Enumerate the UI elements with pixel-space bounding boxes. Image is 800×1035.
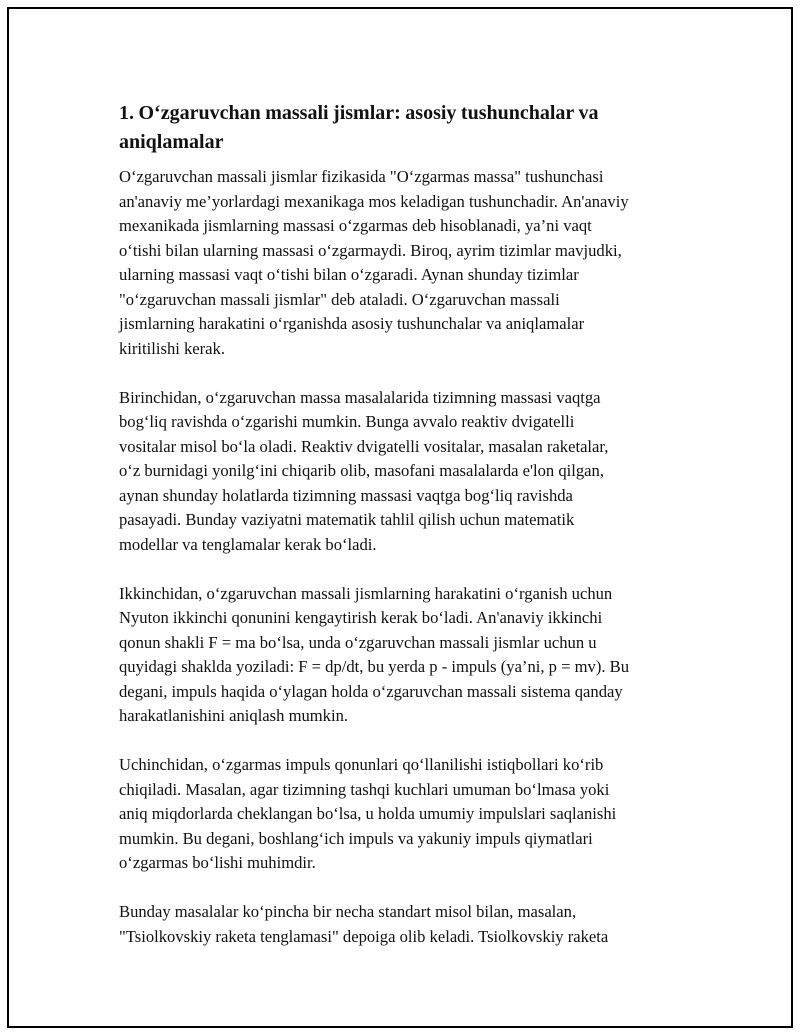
paragraph-second-point: Ikkinchidan, o‘zgaruvchan massali jismlarning harakatini o‘rganish uchun Nyuton ikkinchi qonunini kengaytirish kerak bo‘ladi. An'anaviy ikkinchi qonun shakli F = ma bo‘lsa, unda o‘zgaruvchan massali jismlar uchun u quyidagi shaklda yoziladi: F = dp/dt, bu yerda p - impuls (ya’ni, p = mv). Bu degani, impuls haqida o‘ylagan holda o‘zgaruvchan massali sistema qanday harakatlanishini aniqlash mumkin. [119, 583, 630, 725]
section-heading: 1. O‘zgaruvchan massali jismlar: asosiy tushunchalar va aniqlamalar [119, 102, 599, 153]
paragraph-tsiolkovsky: Bunday masalalar ko‘pincha bir necha standart misol bilan, masalan, "Tsiolkovskiy raketa tenglamasi" depoiga olib keladi. Tsiolkovskiy raketa [119, 902, 609, 946]
paragraph-first-point: Birinchidan, o‘zgaruvchan massa masalalarida tizimning massasi vaqtga bog‘liq ravishda o‘zgarishi mumkin. Bunga avvalo reaktiv dvigatelli vositalar misol bo‘la oladi. Reaktiv dvigatelli vositalar, masalan raketalar, o‘z burnidagi yonilg‘ini chiqarib olib, masofani masalalarda e'lon qilgan, aynan shunday holatlarda tizimning massasi vaqtga bog‘liq ravishda pasayadi. Bunday vaziyatni matematik tahlil qilish uchun matematik modellar va tenglamalar kerak bo‘ladi. [119, 387, 609, 554]
paragraph-third-point: Uchinchidan, o‘zgarmas impuls qonunlari qo‘llanilishi istiqbollari ko‘rib chiqiladi. Masalan, agar tizimning tashqi kuchlari umuman bo‘lmasa yoki aniq miqdorlarda cheklangan bo‘lsa, u holda umumiy impulslari saqlanishi mumkin. Bu degani, boshlang‘ich impuls va yakuniy impuls qiymatlari o‘zgarmas bo‘lishi muhimdir. [119, 755, 617, 872]
document-body [119, 99, 695, 974]
paragraph-intro: O‘zgaruvchan massali jismlar fizikasida "O‘zgarmas massa" tushunchasi an'anaviy me’yorlardagi mexanikaga mos keladigan tushunchadir. An'anaviy mexanikada jismlarning massasi o‘zgarmas deb hisoblanadi, ya’ni vaqt o‘tishi bilan ularning massasi o‘zgarmaydi. Biroq, ayrim tizimlar mavjudki, ularning massasi vaqt o‘tishi bilan o‘zgaradi. Aynan shunday tizimlar "o‘zgaruvchan massali jismlar" deb ataladi. O‘zgaruvchan massali jismlarning harakatini o‘rganishda asosiy tushunchalar va aniqlamalar kiritilishi kerak. [119, 167, 629, 358]
page-frame [7, 7, 793, 1028]
